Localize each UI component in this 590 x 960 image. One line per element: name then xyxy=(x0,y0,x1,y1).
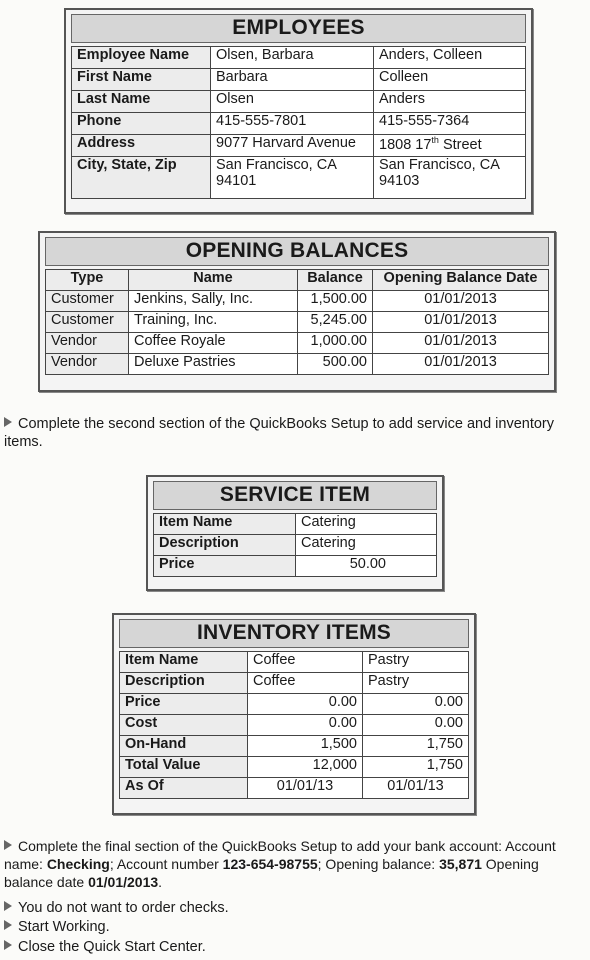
instruction-text: You do not want to order checks. xyxy=(18,900,229,916)
employees-title: EMPLOYEES xyxy=(71,14,526,43)
row-label: Item Name xyxy=(120,652,248,673)
opening-balances-panel xyxy=(38,231,556,392)
table-row xyxy=(120,652,469,673)
item2-cell: 0.00 xyxy=(363,715,469,736)
item1-cell: Coffee xyxy=(248,673,363,694)
instruction-1 xyxy=(4,415,574,451)
table-row xyxy=(46,312,549,333)
instruction-text: Opening balance date xyxy=(4,856,539,890)
row-label: As Of xyxy=(120,778,248,799)
table-row xyxy=(120,736,469,757)
instruction-text: ; Opening balance: xyxy=(317,856,440,872)
row-label: Cost xyxy=(120,715,248,736)
instruction-text: . xyxy=(158,874,163,890)
item2-cell: 01/01/13 xyxy=(363,778,469,799)
bullet-arrow-icon xyxy=(4,940,12,950)
table-row xyxy=(154,514,437,535)
item1-cell: Coffee xyxy=(248,652,363,673)
balance-cell: 5,245.00 xyxy=(298,312,373,333)
name-cell: Deluxe Pastries xyxy=(129,354,298,375)
type-cell: Customer xyxy=(46,291,129,312)
instruction-text: Start Working. xyxy=(18,919,110,935)
table-row xyxy=(120,757,469,778)
row-label: Phone xyxy=(72,113,211,135)
employee2-cell: Colleen xyxy=(374,69,526,91)
row-label: First Name xyxy=(72,69,211,91)
date-cell: 01/01/2013 xyxy=(373,291,549,312)
name-cell: Coffee Royale xyxy=(129,333,298,354)
inventory-items-title: INVENTORY ITEMS xyxy=(119,619,469,648)
balance-cell: 1,000.00 xyxy=(298,333,373,354)
instruction-text: Complete the second section of the QuickBooks Setup to add service and inventory items. xyxy=(4,416,555,450)
table-row xyxy=(72,91,526,113)
address-part: 1808 17 xyxy=(379,136,432,153)
table-header-row xyxy=(46,270,549,291)
type-cell: Vendor xyxy=(46,333,129,354)
employee2-cell: 415-555-7364 xyxy=(374,113,526,135)
opening-balances-table xyxy=(45,269,549,375)
item1-cell: 1,500 xyxy=(248,736,363,757)
instruction-5 xyxy=(4,938,206,956)
column-header: Name xyxy=(129,270,298,291)
employees-table xyxy=(71,46,526,199)
row-label: On-Hand xyxy=(120,736,248,757)
bullet-arrow-icon xyxy=(4,840,12,850)
table-row xyxy=(72,157,526,199)
employee2-cell: San Francisco, CA 94103 xyxy=(374,157,526,199)
table-row xyxy=(46,291,549,312)
column-header: Balance xyxy=(298,270,373,291)
item1-cell: 0.00 xyxy=(248,715,363,736)
column-header: Opening Balance Date xyxy=(373,270,549,291)
row-label: City, State, Zip xyxy=(72,157,211,199)
table-row xyxy=(120,778,469,799)
value-cell: 50.00 xyxy=(296,556,437,577)
instruction-text: Close the Quick Start Center. xyxy=(18,939,206,955)
table-row xyxy=(120,673,469,694)
name-cell: Jenkins, Sally, Inc. xyxy=(129,291,298,312)
employee1-cell: San Francisco, CA 94101 xyxy=(211,157,374,199)
employee1-cell: 9077 Harvard Avenue xyxy=(211,135,374,157)
balance-cell: 500.00 xyxy=(298,354,373,375)
employees-panel xyxy=(64,8,533,214)
account-number: 123-654-98755 xyxy=(222,856,318,872)
value-cell: Catering xyxy=(296,514,437,535)
table-row xyxy=(154,535,437,556)
table-row xyxy=(72,135,526,157)
name-cell: Training, Inc. xyxy=(129,312,298,333)
employee2-cell: Anders, Colleen xyxy=(374,47,526,69)
table-row xyxy=(72,69,526,91)
item1-cell: 0.00 xyxy=(248,694,363,715)
bullet-arrow-icon xyxy=(4,901,12,911)
row-label: Address xyxy=(72,135,211,157)
item2-cell: Pastry xyxy=(363,652,469,673)
employee1-cell: 415-555-7801 xyxy=(211,113,374,135)
employee1-cell: Barbara xyxy=(211,69,374,91)
service-item-table xyxy=(153,513,437,577)
opening-balances-title: OPENING BALANCES xyxy=(45,237,549,266)
type-cell: Customer xyxy=(46,312,129,333)
service-item-panel xyxy=(146,475,444,591)
item2-cell: Pastry xyxy=(363,673,469,694)
item2-cell: 1,750 xyxy=(363,736,469,757)
row-label: Description xyxy=(120,673,248,694)
inventory-items-table xyxy=(119,651,469,799)
table-row xyxy=(46,354,549,375)
opening-balance: 35,871 xyxy=(439,856,482,872)
table-row xyxy=(72,113,526,135)
column-header: Type xyxy=(46,270,129,291)
account-name: Checking xyxy=(46,856,110,872)
employee2-cell: Anders xyxy=(374,91,526,113)
opening-balance-date: 01/01/2013 xyxy=(88,874,159,890)
bullet-arrow-icon xyxy=(4,920,12,930)
item2-cell: 0.00 xyxy=(363,694,469,715)
instruction-2 xyxy=(4,837,579,891)
table-row xyxy=(120,715,469,736)
employee1-cell: Olsen, Barbara xyxy=(211,47,374,69)
service-item-title: SERVICE ITEM xyxy=(153,481,437,510)
address-part: Street xyxy=(438,136,482,153)
item1-cell: 12,000 xyxy=(248,757,363,778)
instruction-3 xyxy=(4,899,229,917)
table-row xyxy=(120,694,469,715)
table-row xyxy=(154,556,437,577)
employee2-cell xyxy=(374,135,526,157)
row-label: Item Name xyxy=(154,514,296,535)
item1-cell: 01/01/13 xyxy=(248,778,363,799)
date-cell: 01/01/2013 xyxy=(373,312,549,333)
row-label: Description xyxy=(154,535,296,556)
date-cell: 01/01/2013 xyxy=(373,354,549,375)
balance-cell: 1,500.00 xyxy=(298,291,373,312)
ordinal-suffix: th xyxy=(431,135,439,145)
instruction-text: Complete the final section of the QuickBooks Setup to add your bank account: Account name: xyxy=(4,838,556,872)
date-cell: 01/01/2013 xyxy=(373,333,549,354)
row-label: Last Name xyxy=(72,91,211,113)
row-label: Price xyxy=(120,694,248,715)
type-cell: Vendor xyxy=(46,354,129,375)
employee1-cell: Olsen xyxy=(211,91,374,113)
value-cell: Catering xyxy=(296,535,437,556)
table-row xyxy=(72,47,526,69)
row-label: Total Value xyxy=(120,757,248,778)
row-label: Price xyxy=(154,556,296,577)
bullet-arrow-icon xyxy=(4,417,12,427)
row-label: Employee Name xyxy=(72,47,211,69)
instruction-text: ; Account number xyxy=(109,856,223,872)
table-row xyxy=(46,333,549,354)
inventory-items-panel xyxy=(112,613,476,815)
instruction-4 xyxy=(4,918,110,936)
item2-cell: 1,750 xyxy=(363,757,469,778)
